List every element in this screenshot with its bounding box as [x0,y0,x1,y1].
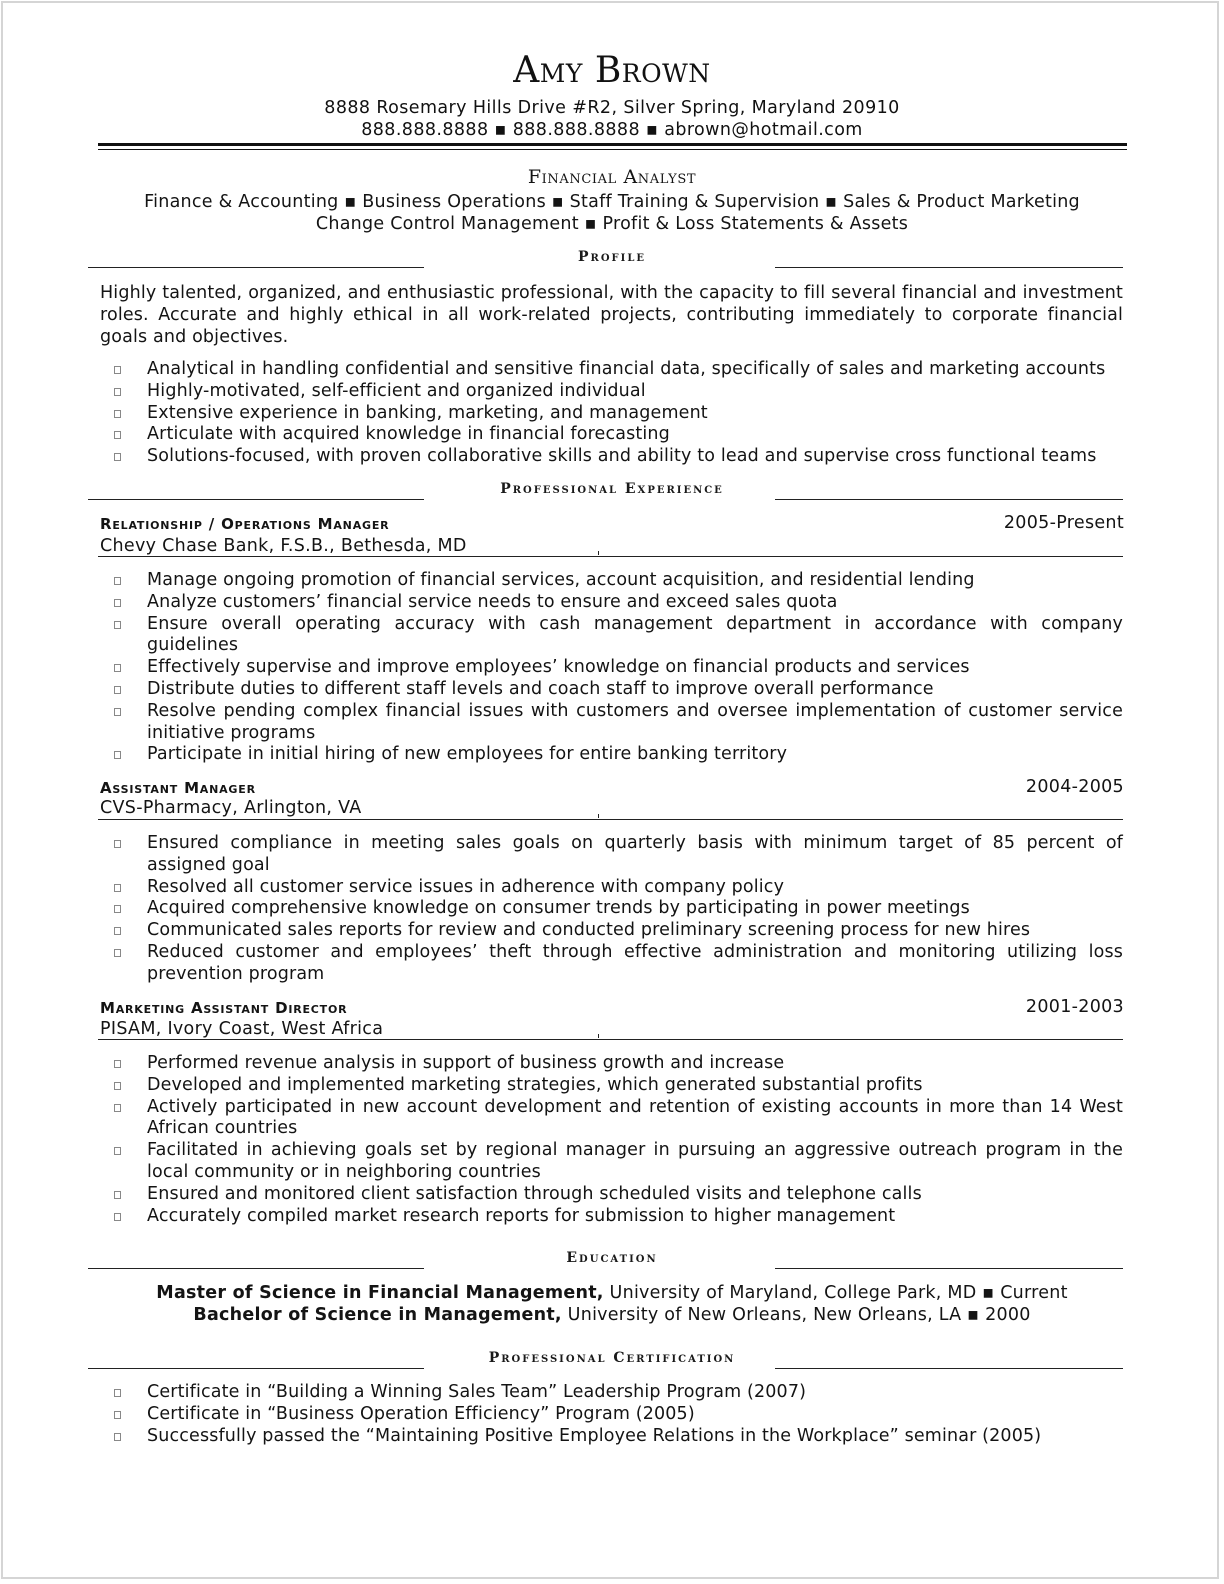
section-rule-left [88,1268,424,1269]
checkbox-bullet-icon [114,1191,121,1199]
checkbox-bullet-icon [114,1104,121,1112]
job-dates: 2001-2003 [1025,997,1124,1017]
section-rule-right [775,267,1123,268]
keywords-line-1: Finance & Accounting ▪ Business Operations ▪ Staff Training & Supervision ▪ Sales & Product Marketing [144,192,1080,212]
section-rule-left [88,267,424,268]
address-line: 8888 Rosemary Hills Drive #R2, Silver Spring, Maryland 20910 [324,98,900,118]
job-rule [98,819,1123,820]
keywords-line-2: Change Control Management ▪ Profit & Loss Statements & Assets [315,214,909,234]
checkbox-bullet-icon [114,708,121,716]
degree-name: Bachelor of Science in Management, [193,1305,562,1325]
list-item: Highly-motivated, self-efficient and organized individual [100,381,1123,403]
job-company: Chevy Chase Bank, F.S.B., Bethesda, MD [100,536,467,556]
checkbox-bullet-icon [114,664,121,672]
job-rule-tick [598,551,599,555]
job-rule [98,1039,1123,1040]
list-item: Ensure overall operating accuracy with cash management department in accordance with company guidelines [100,614,1123,658]
checkbox-bullet-icon [114,577,121,585]
list-item: Successfully passed the “Maintaining Positive Employee Relations in the Workplace” seminar (2005) [100,1426,1123,1448]
profile-summary: Highly talented, organized, and enthusiastic professional, with the capacity to fill several financial and investment roles. Accurate and highly ethical in all work-related projects, contributing immediately to corporate financial goals and objectives. [100,283,1123,347]
job-title: Marketing Assistant Director [100,999,348,1017]
checkbox-bullet-icon [114,686,121,694]
section-rule-left [88,499,424,500]
degree-detail: University of New Orleans, New Orleans, LA ▪ 2000 [567,1305,1031,1325]
phone-secondary: 888.888.8888 [512,120,640,140]
checkbox-bullet-icon [114,949,121,957]
profile-bullet-list [100,359,1123,468]
section-rule-right [775,499,1123,500]
section-title-profile: Profile [578,249,646,265]
checkbox-bullet-icon [114,1213,121,1221]
section-rule-right [775,1368,1123,1369]
job-bullet-list [100,570,1123,766]
list-item: Distribute duties to different staff levels and coach staff to improve overall performance [100,679,1123,701]
job-rule-tick [598,814,599,818]
education-entry [0,1283,1224,1303]
list-item: Performed revenue analysis in support of business growth and increase [100,1053,1123,1075]
job-bullet-list [100,1053,1123,1227]
list-item: Developed and implemented marketing strategies, which generated substantial profits [100,1075,1123,1097]
job-rule-tick [598,1034,599,1038]
checkbox-bullet-icon [114,751,121,759]
header-rule-thick [98,143,1127,146]
checkbox-bullet-icon [114,1147,121,1155]
phone-email-line [0,120,1224,140]
job-rule [98,556,1123,557]
phone-primary: 888.888.8888 [361,120,489,140]
section-title-experience: Professional Experience [500,481,724,497]
checkbox-bullet-icon [114,905,121,913]
email-address: abrown@hotmail.com [664,120,863,140]
checkbox-bullet-icon [114,621,121,629]
certification-bullet-list [100,1382,1123,1447]
separator: ▪ [645,120,659,140]
checkbox-bullet-icon [114,366,121,374]
list-item: Solutions-focused, with proven collaborative skills and ability to lead and supervise cross functional teams [100,446,1123,468]
checkbox-bullet-icon [114,599,121,607]
section-rule-left [88,1368,424,1369]
list-item: Resolve pending complex financial issues with customers and oversee implementation of customer service initiative programs [100,701,1123,745]
list-item: Acquired comprehensive knowledge on consumer trends by participating in power meetings [100,898,1123,920]
list-item: Communicated sales reports for review and conducted preliminary screening process for new hires [100,920,1123,942]
list-item: Accurately compiled market research reports for submission to higher management [100,1206,1123,1228]
job-bullet-list [100,833,1123,986]
list-item: Resolved all customer service issues in adherence with company policy [100,877,1123,899]
list-item: Certificate in “Building a Winning Sales Team” Leadership Program (2007) [100,1382,1123,1404]
list-item: Certificate in “Business Operation Efficiency” Program (2005) [100,1404,1123,1426]
checkbox-bullet-icon [114,1060,121,1068]
header-rule-thin [98,149,1127,150]
job-company: PISAM, Ivory Coast, West Africa [100,1019,384,1039]
list-item: Manage ongoing promotion of financial services, account acquisition, and residential lending [100,570,1123,592]
job-title: Assistant Manager [100,779,256,797]
list-item: Extensive experience in banking, marketing, and management [100,403,1123,425]
job-title: Relationship / Operations Manager [100,515,390,533]
degree-name: Master of Science in Financial Management, [156,1283,604,1303]
checkbox-bullet-icon [114,453,121,461]
candidate-name: Amy Brown [513,50,711,91]
degree-detail: University of Maryland, College Park, MD ▪ Current [609,1283,1068,1303]
list-item: Reduced customer and employees’ theft through effective administration and monitoring utilizing loss prevention program [100,942,1123,986]
job-dates: 2004-2005 [1025,777,1124,797]
checkbox-bullet-icon [114,1411,121,1419]
section-title-certification: Professional Certification [488,1350,736,1366]
education-entry [0,1305,1224,1325]
checkbox-bullet-icon [114,410,121,418]
checkbox-bullet-icon [114,884,121,892]
list-item: Ensured and monitored client satisfaction through scheduled visits and telephone calls [100,1184,1123,1206]
section-rule-right [775,1268,1123,1269]
list-item: Articulate with acquired knowledge in financial forecasting [100,424,1123,446]
list-item: Actively participated in new account development and retention of existing accounts in more than 14 West African countries [100,1097,1123,1141]
job-company: CVS-Pharmacy, Arlington, VA [100,798,362,818]
checkbox-bullet-icon [114,1082,121,1090]
list-item: Effectively supervise and improve employees’ knowledge on financial products and services [100,657,1123,679]
checkbox-bullet-icon [114,1433,121,1441]
checkbox-bullet-icon [114,1389,121,1397]
list-item: Analytical in handling confidential and sensitive financial data, specifically of sales and marketing accounts [100,359,1123,381]
separator: ▪ [494,120,507,140]
headline-title: Financial Analyst [527,166,697,188]
checkbox-bullet-icon [114,840,121,848]
list-item: Facilitated in achieving goals set by regional manager in pursuing an aggressive outreach program in the local community or in neighboring countries [100,1140,1123,1184]
checkbox-bullet-icon [114,927,121,935]
list-item: Participate in initial hiring of new employees for entire banking territory [100,744,1123,766]
list-item: Ensured compliance in meeting sales goals on quarterly basis with minimum target of 85 percent of assigned goal [100,833,1123,877]
checkbox-bullet-icon [114,388,121,396]
job-dates: 2005-Present [1003,513,1124,533]
section-title-education: Education [566,1250,658,1266]
list-item: Analyze customers’ financial service needs to ensure and exceed sales quota [100,592,1123,614]
checkbox-bullet-icon [114,431,121,439]
